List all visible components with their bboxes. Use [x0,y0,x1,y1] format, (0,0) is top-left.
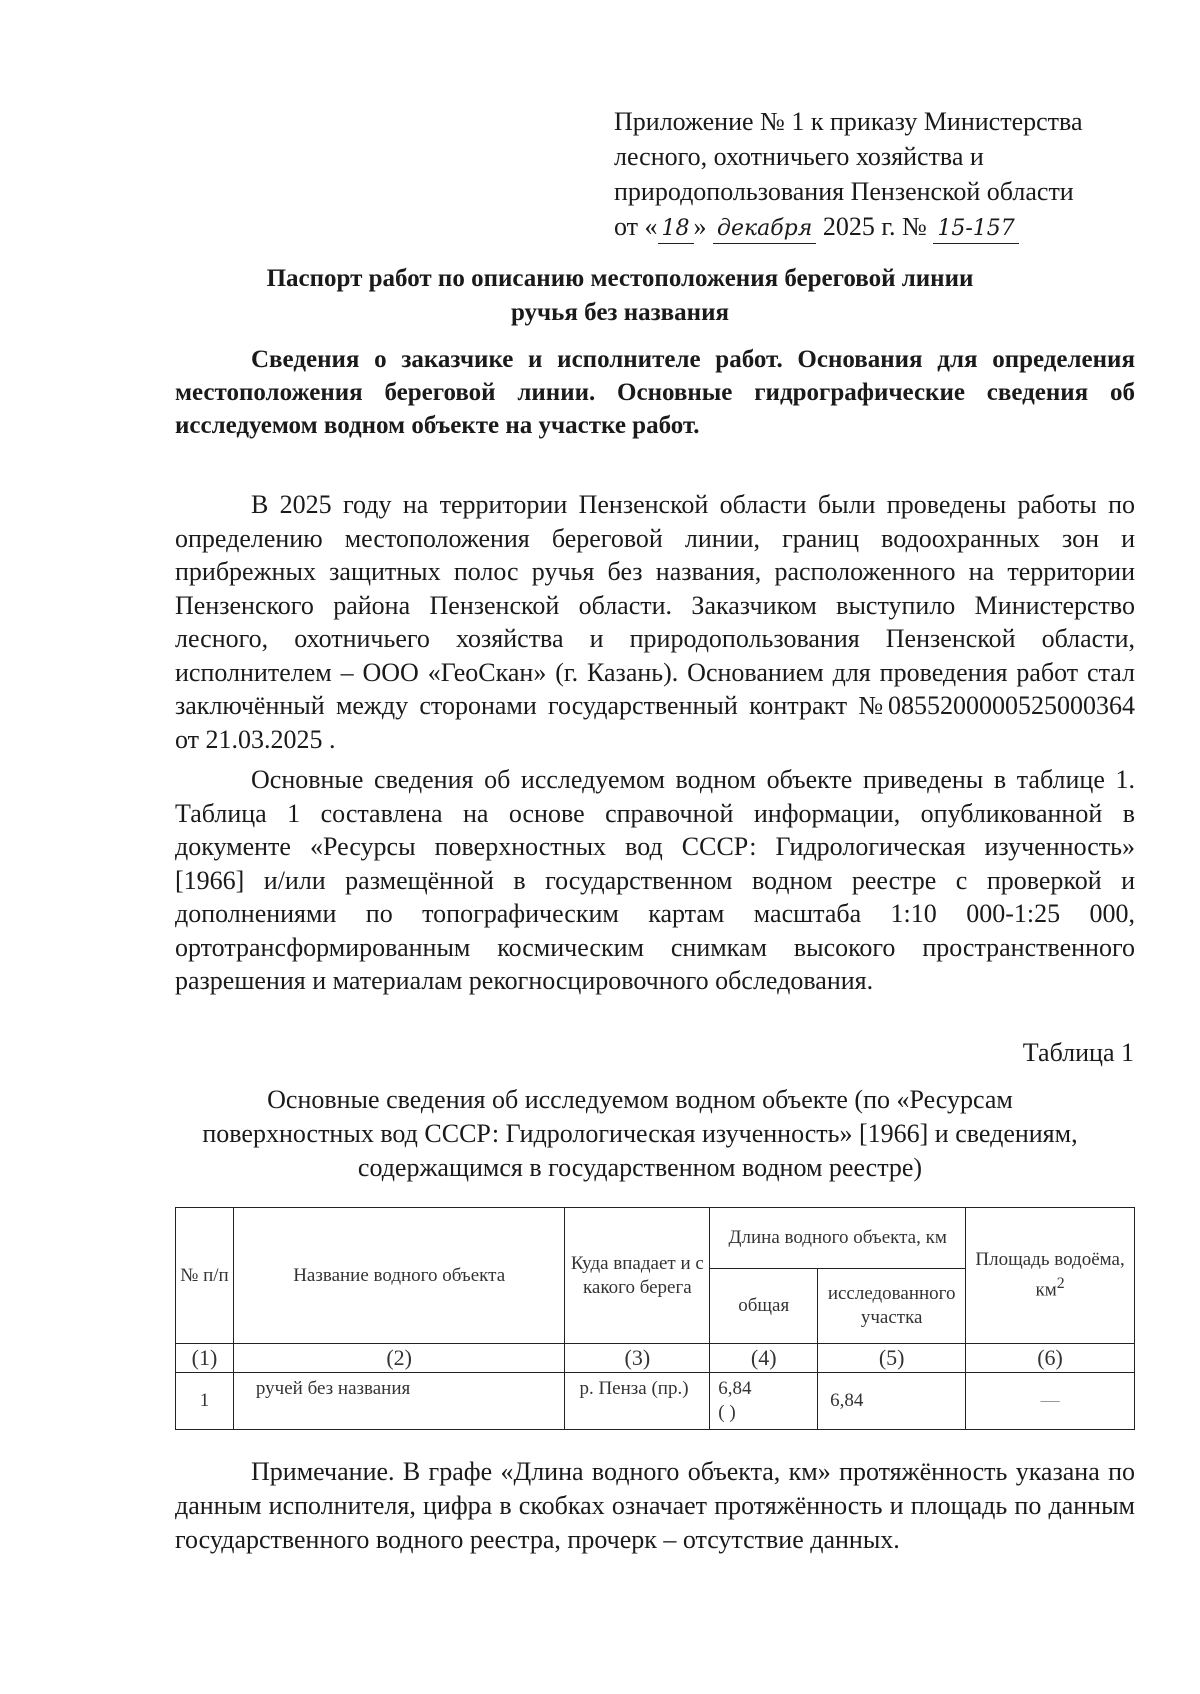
order-date-line [614,209,1134,244]
column-number: (5) [818,1344,966,1373]
header-area [966,1208,1135,1344]
header-length-section: исследованного участка [818,1269,966,1344]
cell-mouth: р. Пенза (пр.) [565,1373,710,1430]
table-label: Таблица 1 [1022,1038,1134,1067]
header-num: № п/п [176,1208,234,1344]
column-number: (3) [565,1344,710,1373]
year-text: 2025 г. № [822,212,927,241]
header-length-group: Длина водного объекта, км [710,1208,966,1269]
cell-length-total [710,1373,818,1430]
header-area-label: Площадь водоёма, км [975,1249,1125,1301]
title-line-1: Паспорт работ по описанию местоположения береговой линии [266,265,974,292]
title-line-2: ручья без названия [510,299,730,326]
table-header-row [176,1208,1135,1269]
header-mouth: Куда впадает и с какого берега [565,1208,710,1344]
column-number: (6) [966,1344,1135,1373]
cell-name: ручей без названия [233,1373,565,1430]
cell-length-section: 6,84 [818,1373,966,1430]
column-number: (4) [710,1344,818,1373]
date-prefix: от « [614,212,658,241]
water-object-table [175,1207,1135,1430]
handwritten-month: декабря [713,215,816,244]
appendix-header [614,104,1134,244]
appendix-line-1: Приложение № 1 к приказу Министерства [614,107,1083,136]
header-length-total: общая [710,1269,818,1344]
cell-length-total-value: 6,84 [718,1378,752,1399]
appendix-line-2: лесного, охотничьего хозяйства и [614,142,984,171]
handwritten-order-number: 15-157 [933,215,1018,244]
header-name: Название водного объекта [233,1208,565,1344]
table-caption: Основные сведения об исследуемом водном объекте (по «Ресурсам поверхностных вод СССР: Гидрологическая изученность» [1966] и сведениям, содержащимся в государственном водном реестре) [202,1085,1078,1182]
document-title [120,262,1120,330]
table-row [176,1373,1135,1430]
column-numbers-row [176,1344,1135,1373]
table-note: Примечание. В графе «Длина водного объекта, км» протяжённость указана по данным исполнителя, цифра в скобках означает протяжённость и площадь по данным государственного водного реестра, прочерк – отсутствие данных. [175,1457,1135,1554]
paragraph-customer-contractor: В 2025 году на территории Пензенской области были проведены работы по определению местоположения береговой линии, границ водоохранных зон и прибрежных защитных полос ручья без названия, расположенного на территории Пензенского района Пензенской области. Заказчиком выступило Министерство лесного, охотничьего хозяйства и природопользования Пензенской области, исполнителем – ООО «ГеоСкан» (г. Казань). Основанием для проведения работ стал заключённый между сторонами государственный контракт №0855200000525000364 от 21.03.2025 . [175,490,1135,754]
cell-area: — [966,1373,1135,1430]
appendix-line-3: природопользования Пензенской области [614,177,1074,206]
column-number: (1) [176,1344,234,1373]
paragraph-sources: Основные сведения об исследуемом водном объекте приведены в таблице 1. Таблица 1 составлена на основе справочной информации, опубликованной в документе «Ресурсы поверхностных вод СССР: Гидрологическая изученность» [1966] и/или размещённой в государственном водном реестре с проверкой и дополнениями по топографическим картам масштаба 1:10 000-1:25 000, ортотрансформированным космическим снимкам высокого пространственного разрешения и материалам рекогносцировочного обследования. [175,765,1135,995]
column-number: (2) [233,1344,565,1373]
handwritten-day: 18 [658,215,694,244]
date-mid: » [693,212,707,241]
cell-num: 1 [176,1373,234,1430]
header-area-sup: 2 [1056,1275,1065,1293]
cell-length-total-registry: ( ) [718,1402,736,1423]
section-heading: Сведения о заказчике и исполнителе работ. Основания для определения местоположения береговой линии. Основные гидрографические сведения об исследуемом водном объекте на участке работ. [175,346,1135,439]
